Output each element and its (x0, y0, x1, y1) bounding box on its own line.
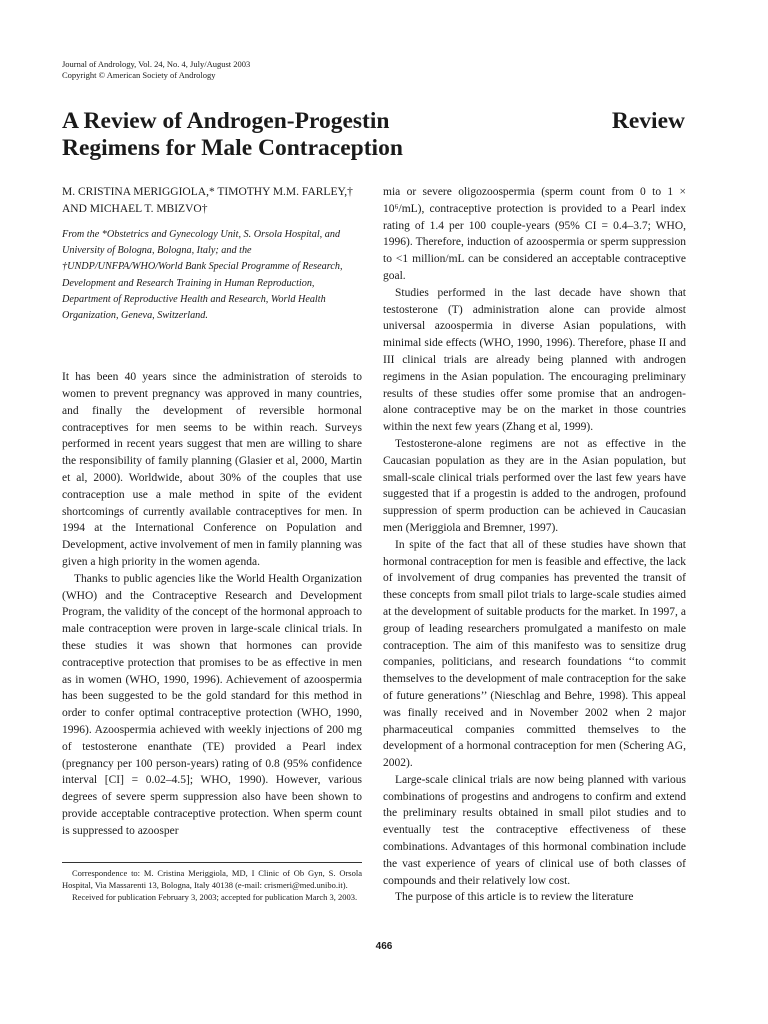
body-paragraph: It has been 40 years since the administration of steroids to women to prevent pregnancy was approved in many countries, and finally the development of reversible hormonal contraceptives for men seems to be within reach. Surveys performed in recent years suggest that men are willing to share the responsibility of family planning (Glasier et al, 2000, Martin et al, 2000). Worldwide, about 30% of the couples that use contraception use a male method in spite of the evident shortcomings of currently available contraceptives for men. In 1994 at the International Conference on Population and Development, active involvement of men in family planning was given a high priority in the women agenda. (62, 371, 362, 568)
body-paragraph: The purpose of this article is to review the literature (395, 891, 634, 904)
journal-header (62, 59, 250, 81)
page-number: 466 (375, 941, 393, 952)
correspondence-footnote: Correspondence to: M. Cristina Meriggiola, MD, I Clinic of Ob Gyn, S. Orsola Hospital, Via Massarenti 13, Bologna, Italy 40138 (e-mail: crismeri@med.unibo.it). (62, 868, 362, 891)
body-paragraph: Testosterone-alone regimens are not as effective in the Caucasian population as they are in the Asian population, but small-scale clinical trials performed over the last few years have suggested that if a progestin is added to the androgen, profound suppression of sperm production can be achieved in Caucasian men (Meriggiola and Bremner, 1997). (383, 437, 686, 534)
copyright-notice: Copyright © American Society of Andrology (62, 70, 216, 80)
footnotes (62, 862, 362, 904)
body-paragraph: In spite of the fact that all of these studies have shown that hormonal contraception for men is feasible and effective, the lack of involvement of drug companies has prevented the transit of these concepts from small pilot trials to large-scale studies aimed at the development of suitable products for the market. In 1997, a group of leading researchers promulgated a manifesto on male contraception. The aim of this manifesto was to sensitize drug companies, politicians, and research foundations ‘‘to commit themselves to the development of male contraception for the sake of future generations’’ (Nieschlag and Behre, 1998). This appeal was finally received and in November 2002 when 2 major pharmaceutical companies committed themselves to the development of a hormonal contraception for men (Schering AG, 2002). (383, 538, 686, 770)
left-column (62, 184, 362, 840)
body-paragraph: Large-scale clinical trials are now being planned with various combinations of progestins and androgens to confirm and extend the preliminary results obtained in small pilot studies and to eventually test the contraceptive effectiveness of these combinations. Advantages of this hormonal combination include the vast experience of years of clinical use of both classes of compounds and their relatively low cost. (383, 773, 686, 887)
journal-citation: Journal of Andrology, Vol. 24, No. 4, July/August 2003 (62, 59, 251, 69)
body-paragraph: Studies performed in the last decade have shown that testosterone (T) administration alone can provide almost universal azoospermia in diverse Asian populations, with minimal side effects (WHO, 1990, 1996). Therefore, phase II and III clinical trials are already being planned with androgen regimens in the Asian population. The encouraging preliminary results of these studies offer some promise that an androgen-alone contraceptive may be on the market in those countries within the next few years (Zhang et al, 1999). (383, 286, 686, 434)
left-column-body (62, 369, 362, 839)
right-column (383, 184, 686, 906)
received-footnote: Received for publication February 3, 2003; accepted for publication March 3, 2003. (72, 892, 358, 903)
author-affiliation: From the *Obstetrics and Gynecology Unit, S. Orsola Hospital, and University of Bologna, Bologna, Italy; and the †UNDP/UNFPA/WHO/World Bank Special Programme of Research, Development and Research Training in Human Reproduction, Department of Reproductive Health and Research, World Health Organization, Geneva, Switzerland. (62, 229, 343, 322)
author-list: M. CRISTINA MERIGGIOLA,* TIMOTHY M.M. FARLEY,† AND MICHAEL T. MBIZVO† (62, 186, 353, 215)
body-paragraph: Thanks to public agencies like the World Health Organization (WHO) and the Contraceptive Research and Development Program, the validity of the concept of the hormonal approach to male contraception were proven in large-scale clinical trials. In these studies it was shown that hormones can provide contraceptive protection that promises to be as effective in men as in women (WHO, 1990, 1996). Achievement of azoospermia has been suggested to be the gold standard for this method in order to confer optimal contraceptive protection (WHO, 1990, 1996). Azoospermia achieved with weekly injections of 200 mg of testosterone enanthate (TE) provided a Pearl index (pregnancy per 100 person-years) rating of 0.8 (95% confidence interval [CI] = 0.02–4.5]; WHO, 1990). However, various degrees of severe sperm suppression also have been shown to provide acceptable contraceptive protection. When sperm count is suppressed to azoosper (62, 572, 362, 837)
article-title: A Review of Androgen-Progestin Regimens for Male Contraception (62, 108, 403, 161)
body-paragraph: mia or severe oligozoospermia (sperm count from 0 to 1 × 10⁶/mL), contraceptive protection is provided to a Pearl index rating of 1.4 per 100 couple-years (95% CI = 0.4–3.7; WHO, 1996). Therefore, induction of azoospermia or sperm suppression to <1 million/mL can be considered an acceptable contraceptive goal. (383, 186, 686, 282)
article-type-label: Review (611, 108, 685, 134)
